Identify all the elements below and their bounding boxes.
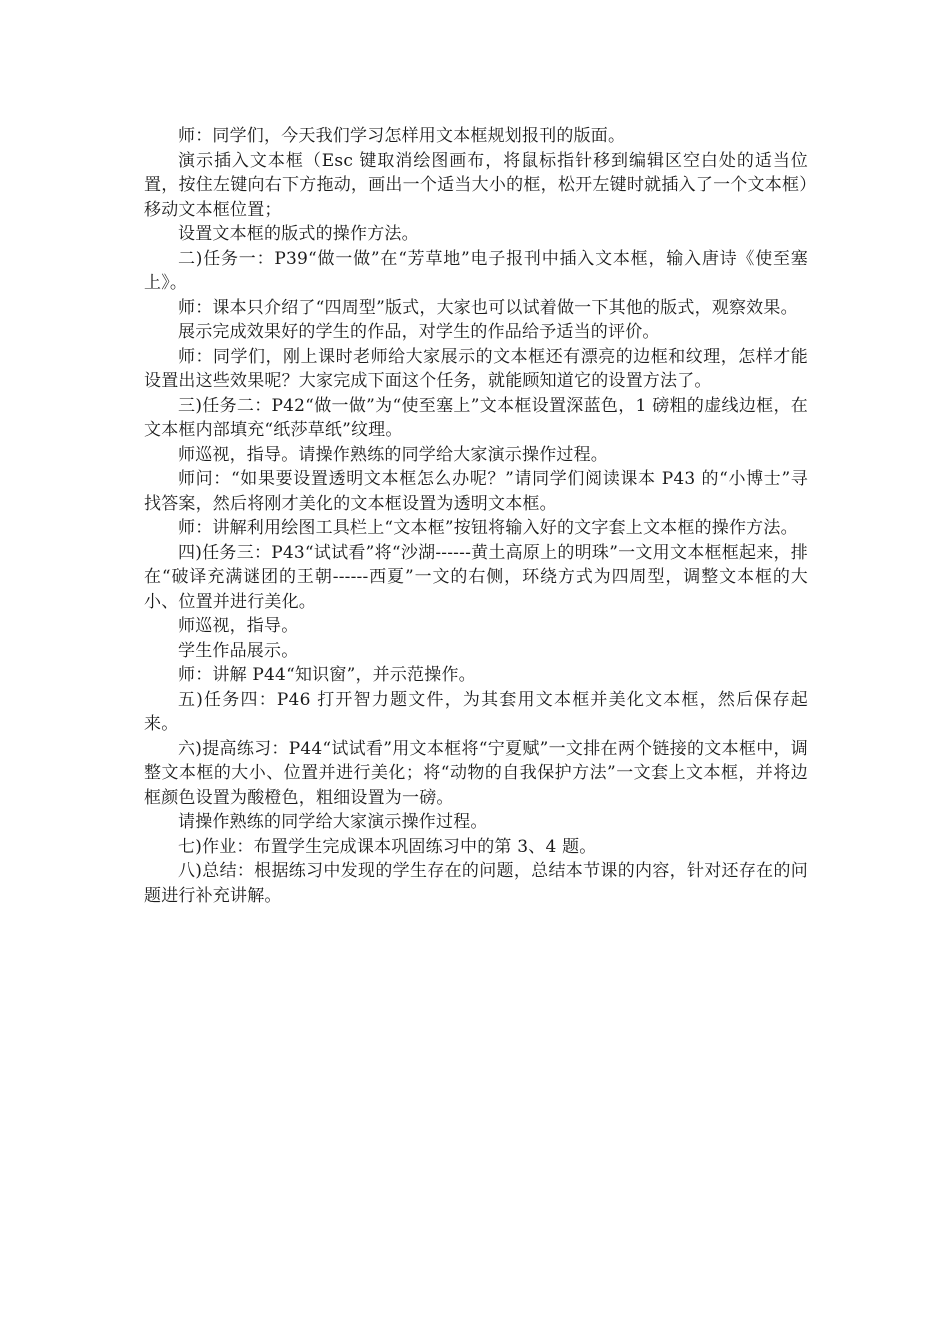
paragraph: 师问：“如果要设置透明文本框怎么办呢？”请同学们阅读课本 P43 的“小博士”寻找答案，然后将刚才美化的文本框设置为透明文本框。 <box>144 469 808 514</box>
paragraph: 请操作熟练的同学给大家演示操作过程。 <box>178 812 488 832</box>
paragraph: 师巡视，指导。 <box>178 616 299 636</box>
paragraph: 师：同学们，今天我们学习怎样用文本框规划报刊的版面。 <box>178 126 626 146</box>
paragraph: 设置文本框的版式的操作方法。 <box>178 224 419 244</box>
paragraph: 师：讲解利用绘图工具栏上“文本框”按钮将输入好的文字套上文本框的操作方法。 <box>178 518 798 538</box>
paragraph: 七)作业：布置学生完成课本巩固练习中的第 3、4 题。 <box>178 836 597 857</box>
paragraph: 二)任务一：P39“做一做”在“芳草地”电子报刊中插入文本框，输入唐诗《使至塞上》。 <box>144 248 808 293</box>
paragraph: 师巡视，指导。请操作熟练的同学给大家演示操作过程。 <box>178 444 608 465</box>
paragraph: 师：同学们，刚上课时老师给大家展示的文本框还有漂亮的边框和纹理，怎样才能设置出这些效果呢？大家完成下面这个任务，就能顾知道它的设置方法了。 <box>144 346 808 391</box>
paragraph: 学生作品展示。 <box>178 640 299 661</box>
paragraph: 四)任务三：P43“试试看”将“沙湖------黄土高原上的明珠”一文用文本框框起来，排在“破译充满谜团的王朝------西夏”一文的右侧，环绕方式为四周型，调整文本框的大小、位置并进行美化。 <box>144 542 808 612</box>
paragraph: 八)总结：根据练习中发现的学生存在的问题，总结本节课的内容，针对还存在的问题进行补充讲解。 <box>144 861 808 906</box>
document-body <box>144 124 808 908</box>
paragraph: 师：讲解 P44“知识窗”，并示范操作。 <box>178 665 476 685</box>
paragraph: 师：课本只介绍了“四周型”版式，大家也可以试着做一下其他的版式，观察效果。 <box>178 297 798 318</box>
paragraph: 演示插入文本框（Esc 键取消绘图画布，将鼠标指针移到编辑区空白处的适当位置，按住左键向右下方拖动，画出一个适当大小的框，松开左键时就插入了一个文本框）移动文本框位置； <box>144 150 808 220</box>
paragraph: 五)任务四：P46 打开智力题文件，为其套用文本框并美化文本框，然后保存起来。 <box>144 689 808 734</box>
paragraph: 三)任务二：P42“做一做”为“使至塞上”文本框设置深蓝色，1 磅粗的虚线边框，在文本框内部填充“纸莎草纸”纹理。 <box>144 395 808 440</box>
paragraph: 六)提高练习：P44“试试看”用文本框将“宁夏赋”一文排在两个链接的文本框中，调整文本框的大小、位置并进行美化；将“动物的自我保护方法”一文套上文本框，并将边框颜色设置为酸橙色，粗细设置为一磅。 <box>144 738 808 808</box>
paragraph: 展示完成效果好的学生的作品，对学生的作品给予适当的评价。 <box>178 322 660 342</box>
